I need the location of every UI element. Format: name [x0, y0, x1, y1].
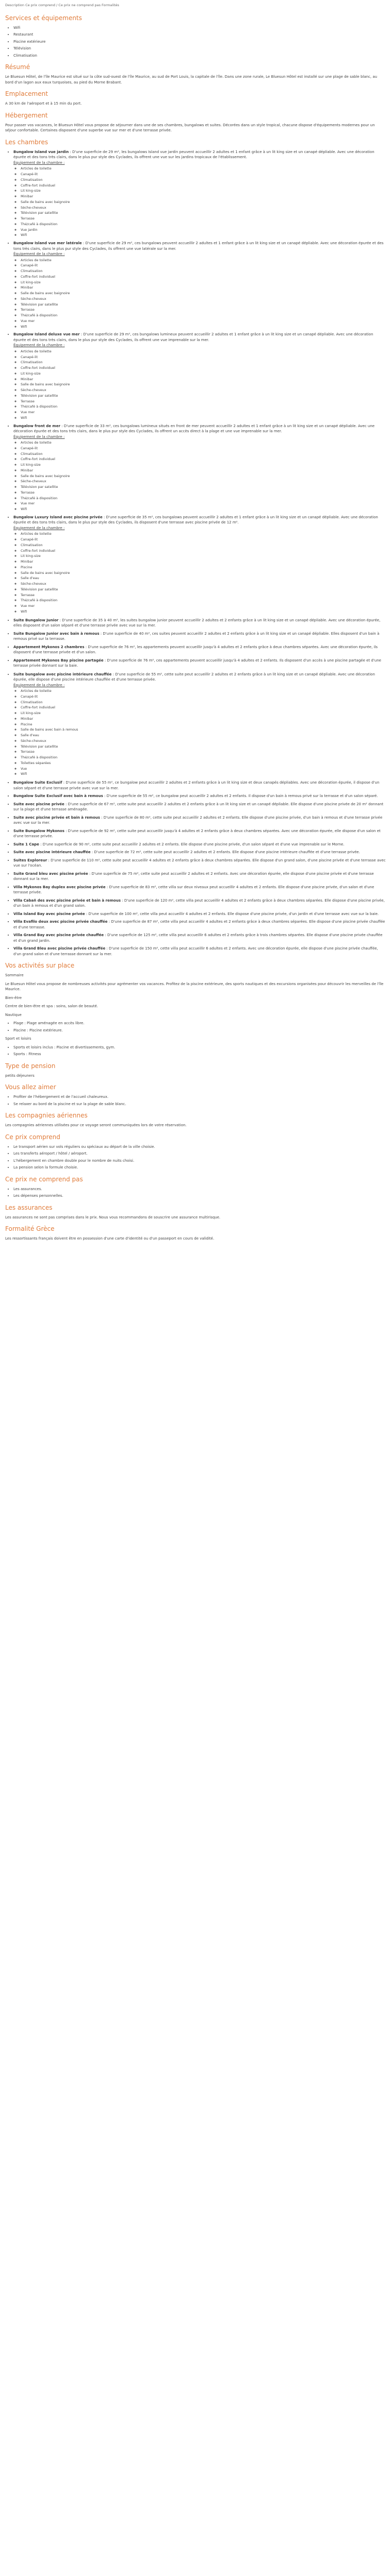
- room-item: [13, 332, 386, 420]
- room-desc: : D'une superficie de 72 m², cette suite peut accueillir 2 adultes et 2 enfants. Elle dispose d'une piscine intérieure chauffée et d'une terrasse privée.: [90, 850, 360, 854]
- resume-text: Le Bluesun Hôtel, de l'île Maurice est situé sur la côte sud-ouest de l'île Maurice, au sud de Port Louis, la capitale de l'île. Dans une zone rurale, Le Bluesun Hôtel est installé sur une plage de sable blanc, au bord d'un lagon aux eaux turquoises, au pied du Morne Brabant.: [5, 75, 378, 84]
- equipment-item: ◦ Salle de bains avec bain à remous: [21, 727, 386, 733]
- equipment-item: ◦ Thé/café à disposition: [21, 222, 386, 227]
- equipment-item: ◦ Articles de toilette: [21, 440, 386, 446]
- rooms-list: [5, 149, 386, 615]
- equipment-item: ◦ Terrasse: [21, 216, 386, 222]
- equipment-item: ◦ Climatisation: [21, 178, 386, 183]
- equipment-item: ◦ Canapé-lit: [21, 537, 386, 543]
- room-name: Suite avec piscine privée et bain à remous: [13, 815, 100, 820]
- room-name: Bungalow front de mer: [13, 423, 60, 428]
- hebergement-title: Hébergement: [5, 111, 48, 119]
- room-desc: : D'une superficie de 76 m², ces appartements peuvent accueillir jusqu'à 4 adultes et 2 enfants. Ils disposent d'un accès à une piscine partagée et d'une terrasse privée donnant sur la baie.: [13, 658, 381, 668]
- equipment-item: ◦ Salle de bains avec baignoire: [21, 291, 386, 296]
- room-item: [13, 241, 386, 329]
- equipment-item: ◦ Vue mer: [21, 410, 386, 415]
- room-name: Bungalow Suite Exclusif: [13, 781, 62, 785]
- room-desc: : D'une superficie de 35 m², ces bungalows peuvent accueillir 2 adultes et 1 enfant grâce à un lit king size et un canapé dépliable. Avec une décoration épurée et des tons très clairs, dans le plus pur style des Cyclades, ils disposent d'une terrasse avec piscine privée de 12 m².: [13, 515, 378, 525]
- room-desc: : D'une superficie de 67 m², cette suite peut accueillir 2 adultes et 2 enfants grâce à un lit king size et un canapé dépliable. Elle dispose d'une piscine privée de 20 m² donnant sur la plage et d'une terrasse aménagée.: [13, 802, 384, 811]
- pension-title: Type de pension: [5, 1062, 56, 1070]
- vous-allez-title: Vous allez aimer: [5, 1083, 56, 1091]
- room-item: [13, 793, 386, 799]
- service-item: • Télévision: [13, 46, 386, 52]
- vous-allez-item: • Profiter de l'hébergement et de l'accueil chaleureux.: [13, 1094, 386, 1100]
- room-desc: : D'une superficie de 75 m², cette suite peut accueillir 2 adultes et 2 enfants. Avec une décoration épurée, elle dispose d'une piscine privée et d'une terrasse donnant sur la mer.: [13, 871, 374, 881]
- equipment-label: Équipement de la chambre :: [13, 434, 65, 439]
- room-item: [13, 672, 386, 777]
- room-item: [13, 618, 386, 629]
- equipment-item: ◦ Lit king-size: [21, 554, 386, 559]
- equipment-item: ◦ Thé/café à disposition: [21, 404, 386, 410]
- equipment-item: ◦ Coffre-fort individuel: [21, 549, 386, 554]
- room-name: Appartement Mykonos 2 chambres: [13, 645, 85, 649]
- equipment-item: ◦ Articles de toilette: [21, 166, 386, 172]
- equipment-item: ◦ Télévision par satellite: [21, 211, 386, 216]
- room-name: Suite bungalow avec piscine intérieure chauffée: [13, 672, 112, 676]
- equipment-item: ◦ Vue mer: [21, 501, 386, 506]
- equipment-item: ◦ Articles de toilette: [21, 532, 386, 537]
- equipment-item: ◦ Coffre-fort individuel: [21, 705, 386, 710]
- equipment-item: ◦ Coffre-fort individuel: [21, 275, 386, 280]
- resume-title: Résumé: [5, 63, 30, 71]
- equipment-list: [13, 440, 386, 512]
- prix-comprend-item: • Les transferts aéroport / hôtel / aéroport.: [13, 1151, 386, 1157]
- room-desc: : D'une superficie de 80 m², cette suite peut accueillir 2 adultes et 2 enfants. Elle dispose d'une piscine privée, d'un bain à remous et d'une terrasse privée avec vue sur la mer.: [13, 815, 383, 825]
- prix-comprend-item: • La pension selon la formule choisie.: [13, 1165, 386, 1171]
- equipment-item: ◦ Minibar: [21, 194, 386, 199]
- prix-comprend-title: Ce prix comprend: [5, 1133, 60, 1141]
- equipment-item: ◦ Vue mer: [21, 604, 386, 609]
- equipment-item: ◦ Lit king-size: [21, 371, 386, 377]
- equipment-item: ◦ Wifi: [21, 772, 386, 777]
- equipment-item: ◦ Sèche-cheveux: [21, 479, 386, 484]
- equipment-item: ◦ Climatisation: [21, 700, 386, 705]
- prix-ne-comprend-list: [5, 1187, 386, 1199]
- equipment-item: ◦ Télévision par satellite: [21, 587, 386, 592]
- emplacement-title: Emplacement: [5, 90, 48, 98]
- equipment-item: ◦ Minibar: [21, 377, 386, 382]
- equipment-label: Équipement de la chambre :: [13, 252, 65, 256]
- nautique-item: • Plage : Plage aménagée en accès libre.: [13, 1021, 386, 1026]
- equipment-label: Équipement de la chambre :: [13, 526, 65, 530]
- equipment-item: ◦ Lit king-size: [21, 280, 386, 285]
- room-name: Villa Grand Bleu avec piscine privée chauffée: [13, 946, 106, 951]
- room-desc: : D'une superficie de 83 m², cette villa sur deux niveaux peut accueillir 4 adultes et 2 enfants. Elle dispose d'une piscine privée, d'un salon et d'une terrasse privée.: [13, 885, 374, 894]
- nautique-title: Nautique: [5, 1012, 22, 1017]
- service-item: • Piscine extérieure: [13, 39, 386, 45]
- room-name: Bungalow Luxury Island avec piscine privée: [13, 515, 103, 519]
- room-desc: : D'une superficie de 40 m², ces suites peuvent accueillir 2 adultes et 2 enfants grâce à un lit king size et un canapé dépliable. Elles disposent d'un bain à remous privé sur la terrasse.: [13, 631, 380, 641]
- equipment-item: ◦ Terrasse: [21, 308, 386, 313]
- equipment-item: ◦ Lit king-size: [21, 189, 386, 194]
- equipment-item: ◦ Coffre-fort individuel: [21, 457, 386, 462]
- equipment-item: ◦ Salle d'eau: [21, 733, 386, 738]
- pension-text: petits déjeuners: [5, 1073, 35, 1078]
- room-name: Suite avec piscine intérieure chauffée: [13, 850, 91, 854]
- prix-comprend-list: [5, 1144, 386, 1171]
- equipment-item: ◦ Sèche-cheveux: [21, 582, 386, 587]
- assurances-text: Les assurances ne sont pas comprises dans le prix. Nous vous recommandons de souscrire une assurance multirisque.: [5, 1215, 221, 1219]
- room-desc: : D'une superficie de 100 m², cette villa peut accueillir 4 adultes et 2 enfants. Elle dispose d'une piscine privée, d'un jardin et d'une terrasse avec vue sur la baie.: [85, 911, 379, 916]
- room-name: Villa Evafilo deux avec piscine privée chauffée: [13, 920, 108, 924]
- equipment-item: ◦ Canapé-lit: [21, 263, 386, 268]
- room-item: [13, 933, 386, 943]
- room-desc: : D'une superficie de 110 m², cette suite peut accueillir 4 adultes et 2 enfants grâce à deux chambres séparées. Elle dispose d'un grand salon, d'une piscine privée et d'une terrasse avec vue sur l'océan.: [13, 858, 386, 868]
- equipment-item: ◦ Sèche-cheveux: [21, 297, 386, 302]
- assurances-title: Les assurances: [5, 1204, 53, 1211]
- services-title: Services et équipements: [5, 14, 82, 22]
- room-desc: : D'une superficie de 92 m², cette suite peut accueillir jusqu'à 4 adultes et 2 enfants grâce à deux chambres séparées. Avec une décoration épurée, elle dispose d'un salon et d'une terrasse privée.: [13, 828, 381, 838]
- emplacement-text: A 30 km de l'aéroport et à 15 min du port.: [5, 101, 82, 106]
- compagnies-text: Les compagnies aériennes utilisées pour ce voyage seront communiquées lors de votre réservation.: [5, 1123, 187, 1127]
- room-desc: : D'une superficie de 125 m², cette villa peut accueillir 6 adultes et 2 enfants grâce à trois chambres séparées. Elle dispose d'une piscine privée chauffée et d'un grand jardin.: [13, 933, 383, 943]
- equipment-label: Équipement de la chambre :: [13, 343, 65, 348]
- service-item: • Climatisation: [13, 53, 386, 59]
- room-item: [13, 919, 386, 930]
- room-name: Suite Bungalow Junior avec bain à remous: [13, 631, 100, 636]
- equipment-item: ◦ Lit king-size: [21, 463, 386, 468]
- room-desc: : D'une superficie de 55 m², ce bungalow peut accueillir 2 adultes et 2 enfants. Il dispose d'un bain à remous privé sur la terrasse et d'un salon séparé.: [103, 794, 378, 798]
- room-name: Villa Cabañ des avec piscine privée et bain à remous: [13, 898, 121, 903]
- equipment-item: ◦ Salle de bains avec baignoire: [21, 571, 386, 576]
- equipment-item: ◦ Salle de bains avec baignoire: [21, 474, 386, 479]
- room-item: [13, 780, 386, 791]
- sport-list: [5, 1045, 386, 1057]
- room-desc: : D'une superficie de 35 à 40 m², les suites bungalow junior peuvent accueillir 2 adultes et 2 enfants grâce à un lit king size et un canapé dépliable. Avec une décoration épurée, elles disposent d'un salon séparé et d'une terrasse privée avec vue sur la mer.: [13, 618, 381, 628]
- room-item: [13, 828, 386, 839]
- nautique-item: • Piscine : Piscine extérieure.: [13, 1028, 386, 1033]
- room-item: [13, 423, 386, 512]
- equipment-item: ◦ Canapé-lit: [21, 355, 386, 360]
- room-name: Suites Exploreur: [13, 858, 47, 862]
- equipment-item: ◦ Salle de bains avec baignoire: [21, 382, 386, 387]
- equipment-item: ◦ Toilettes séparées: [21, 761, 386, 766]
- equipment-item: ◦ Salle d'eau: [21, 576, 386, 581]
- equipment-item: ◦ Articles de toilette: [21, 349, 386, 354]
- equipment-item: ◦ Télévision par satellite: [21, 744, 386, 750]
- room-item: [13, 858, 386, 869]
- room-name: Appartement Mykonos Bay piscine partagée: [13, 658, 104, 663]
- equipment-item: ◦ Coffre-fort individuel: [21, 366, 386, 371]
- equipment-item: ◦ Terrasse: [21, 490, 386, 496]
- room-desc: : D'une superficie de 120 m², cette villa peut accueillir 4 adultes et 2 enfants grâce à deux chambres séparées. Elle dispose d'une piscine privée, d'un bain à remous et d'un grand salon.: [13, 898, 385, 908]
- equipment-item: ◦ Canapé-lit: [21, 172, 386, 177]
- room-item: [13, 850, 386, 855]
- equipment-item: ◦ Thé/café à disposition: [21, 598, 386, 603]
- equipment-label: Équipement de la chambre :: [13, 160, 65, 165]
- sport-title: Sport et loisirs: [5, 1037, 31, 1041]
- sport-item: • Sports et loisirs inclus : Piscine et divertissements, gym.: [13, 1045, 386, 1050]
- services-list: [5, 25, 386, 59]
- equipment-item: ◦ Lit king-size: [21, 711, 386, 716]
- categories-list: [5, 618, 386, 669]
- room-desc: : D'une superficie de 55 m², cette suite peut accueillir 2 adultes et 2 enfants grâce à un lit king size et un canapé dépliable. Avec une décoration épurée, elle dispose d'une piscine intérieure chauffée et d'une terrasse privée.: [13, 672, 375, 682]
- equipment-item: ◦ Wifi: [21, 233, 386, 238]
- equipment-item: ◦ Wifi: [21, 609, 386, 615]
- equipment-item: ◦ Climatisation: [21, 360, 386, 365]
- room-desc: : D'une superficie de 55 m², ce bungalow peut accueillir 2 adultes et 2 enfants grâce à un lit king size et deux canapés dépliables. Avec une décoration épurée, il dispose d'un salon séparé et d'une terrasse privée avec vue sur la mer.: [13, 781, 380, 790]
- equipment-list: [13, 532, 386, 614]
- equipment-item: ◦ Sèche-cheveux: [21, 739, 386, 744]
- bien-etre-title: Bien-être: [5, 995, 22, 1000]
- activites-sommaire: Sommaire: [5, 973, 24, 977]
- room-name: Bungalow Island vue jardin: [13, 149, 69, 154]
- room-desc: : D'une superficie de 29 m², ces bungalows lumineux peuvent accueillir 2 adultes et 1 enfant grâce à un lit king size et un canapé dépliable. Avec une décoration épurée et des tons très clairs, dans le plus pur style des Cyclades, ils offrent une vue imprenable sur la mer.: [13, 332, 373, 342]
- equipment-item: ◦ Télévision par satellite: [21, 394, 386, 399]
- equipment-item: ◦ Canapé-lit: [21, 694, 386, 700]
- room-name: Bungalow Island vue mer latérale: [13, 241, 82, 245]
- room-name: Suite Bungalow Mykonos: [13, 828, 64, 833]
- room-name: Suite avec piscine privée: [13, 802, 64, 806]
- room-item: [13, 842, 386, 848]
- activites-text: Le Bluesun Hôtel vous propose de nombreuses activités pour agrémenter vos vacances. Profitez de la piscine extérieure, des sports nautiques et des excursions organisées pour découvrir les merveilles de l'île Maurice.: [5, 981, 384, 991]
- equipment-item: ◦ Piscine: [21, 722, 386, 727]
- prix-ne-comprend-item: • Les dépenses personnelles.: [13, 1193, 386, 1199]
- compagnies-title: Les compagnies aériennes: [5, 1112, 88, 1119]
- prix-ne-comprend-title: Ce prix ne comprend pas: [5, 1175, 83, 1183]
- formalites-text: Les ressortissants français doivent être en possession d'une carte d'identité ou d'un passeport en cours de validité.: [5, 1236, 215, 1241]
- sport-item: • Sports : Fitness: [13, 1052, 386, 1057]
- prix-comprend-item: • Le transport aérien sur vols réguliers ou spéciaux au départ de la ville choisie.: [13, 1144, 386, 1150]
- equipment-item: ◦ Climatisation: [21, 452, 386, 457]
- equipment-item: ◦ Minibar: [21, 285, 386, 291]
- room-desc: : D'une superficie de 150 m², cette villa peut accueillir 6 adultes et 2 enfants. Avec une décoration épurée, elle dispose d'une piscine privée chauffée, d'un grand salon et d'une terrasse donnant sur la mer.: [13, 946, 378, 956]
- equipment-item: ◦ Thé/café à disposition: [21, 755, 386, 760]
- nautique-list: [5, 1021, 386, 1033]
- equipment-item: ◦ Piscine: [21, 565, 386, 570]
- equipment-label: Équipement de la chambre :: [13, 683, 65, 687]
- equipment-item: ◦ Terrasse: [21, 750, 386, 755]
- room-item: [13, 645, 386, 655]
- room-item: [13, 911, 386, 917]
- equipment-item: ◦ Climatisation: [21, 269, 386, 274]
- room-name: Suite Bungalow Junior: [13, 618, 59, 622]
- room-name: Villa Mykonos Bay duplex avec piscine privée: [13, 885, 106, 889]
- equipment-item: ◦ Thé/café à disposition: [21, 496, 386, 501]
- service-item: • Restaurant: [13, 32, 386, 38]
- room-item: [13, 898, 386, 909]
- equipment-item: ◦ Canapé-lit: [21, 446, 386, 451]
- equipment-item: ◦ Vue mer: [21, 319, 386, 324]
- room-desc: : D'une superficie de 29 m², les bungalows Island vue jardin peuvent accueillir 2 adultes et 1 enfant grâce à un lit king size et un canapé dépliable. Avec une décoration épurée et des tons très clairs, dans le plus pur style des Cyclades, ils offrent une vue sur les jardins tropicaux de l'établissement.: [13, 149, 374, 160]
- room-name: Suite Grand bleu avec piscine privée: [13, 871, 88, 876]
- breadcrumb: Description Ce prix comprend / Ce prix ne comprend pas Formalités: [5, 3, 119, 7]
- equipment-item: ◦ Minibar: [21, 560, 386, 565]
- room-desc: : D'une superficie de 90 m², cette suite peut accueillir 2 adultes et 2 enfants. Elle dispose d'une piscine privée, d'un salon séparé et d'une vue imprenable sur le Morne.: [39, 842, 345, 846]
- vous-allez-list: [5, 1094, 386, 1107]
- equipment-item: ◦ Climatisation: [21, 543, 386, 548]
- more-rooms-list: [5, 780, 386, 957]
- prix-comprend-item: • L'hébergement en chambre double pour le nombre de nuits choisi.: [13, 1158, 386, 1164]
- room-item: [13, 885, 386, 895]
- equipment-item: ◦ Coffre-fort individuel: [21, 183, 386, 189]
- room-item: [13, 149, 386, 238]
- room-item: [13, 946, 386, 957]
- equipment-item: ◦ Minibar: [21, 468, 386, 473]
- equipment-item: ◦ Terrasse: [21, 593, 386, 598]
- equipment-list: [13, 689, 386, 777]
- formalites-title: Formalité Grèce: [5, 1225, 55, 1232]
- activites-title: Vos activités sur place: [5, 962, 75, 969]
- equipment-list: [13, 349, 386, 421]
- room-item: [13, 515, 386, 615]
- bien-etre-text: Centre de bien-être et spa : soins, salon de beauté.: [5, 1004, 98, 1008]
- room-name: Bungalow Suite Exclusif avec bain à remous: [13, 794, 103, 798]
- room-name: Villa Island Bay avec piscine privée: [13, 911, 85, 916]
- room-desc: : D'une superficie de 33 m², ces bungalows lumineux situés en front de mer peuvent accueillir 2 adultes et 1 enfant grâce à un lit king size et un canapé dépliable. Avec une décoration épurée et des tons très clairs, dans le plus pur style des Cyclades, ils offrent un accès direct à la plage et une vue imprenable sur la mer.: [13, 423, 375, 433]
- room-item: [13, 815, 386, 826]
- room-name: Bungalow Island deluxe vue mer: [13, 332, 80, 337]
- equipment-item: ◦ Terrasse: [21, 399, 386, 404]
- room-desc: : D'une superficie de 87 m², cette villa peut accueillir 4 adultes et 2 enfants grâce à deux chambres séparées. Elle dispose d'une piscine privée chauffée et d'une terrasse.: [13, 920, 385, 929]
- equipment-list: [13, 258, 386, 330]
- equipment-item: ◦ Sèche-cheveux: [21, 206, 386, 211]
- room-desc: : D'une superficie de 76 m², les appartements peuvent accueillir jusqu'à 4 adultes et 2 enfants grâce à deux chambres séparées. Avec une décoration épurée, ils disposent d'une terrasse privée et d'un salon.: [13, 645, 378, 654]
- equipment-item: ◦ Sèche-cheveux: [21, 388, 386, 393]
- chambres-title: Les chambres: [5, 138, 48, 146]
- room-item: [13, 631, 386, 642]
- equipment-list: [13, 166, 386, 238]
- equipment-item: ◦ Vue: [21, 767, 386, 772]
- page: [0, 0, 391, 1250]
- equipment-item: ◦ Wifi: [21, 325, 386, 330]
- service-item: • Wifi: [13, 25, 386, 31]
- equipment-item: ◦ Minibar: [21, 717, 386, 722]
- room-item: [13, 871, 386, 882]
- equipment-item: ◦ Wifi: [21, 507, 386, 512]
- room-item: [13, 658, 386, 669]
- equipment-item: ◦ Vue jardin: [21, 228, 386, 233]
- equipment-item: ◦ Télévision par satellite: [21, 485, 386, 490]
- room-desc: : D'une superficie de 29 m², ces bungalows peuvent accueillir 2 adultes et 1 enfant grâce à un lit king size et un canapé dépliable. Avec une décoration épurée et des tons très clairs, dans le plus pur style des Cyclades, ils offrent une vue latérale sur la mer.: [13, 241, 384, 251]
- vous-allez-item: • Se relaxer au bord de la piscine et sur la plage de sable blanc.: [13, 1101, 386, 1107]
- hebergement-text: Pour passer vos vacances, le Bluesun Hôtel vous propose de séjourner dans une de ses chambres, bungalows et suites. Décorées dans un style tropical, chacune dispose d'équipements modernes pour un séjour confortable. Certaines disposent d'une superbe vue sur mer et d'une terrasse privée.: [5, 123, 375, 133]
- equipment-item: ◦ Télévision par satellite: [21, 302, 386, 308]
- room-name: Villa Grand Bay avec piscine privée chauffée: [13, 933, 104, 937]
- equipment-item: ◦ Salle de bains avec baignoire: [21, 200, 386, 205]
- prix-ne-comprend-item: • Les assurances.: [13, 1187, 386, 1192]
- equipment-item: ◦ Wifi: [21, 416, 386, 421]
- equipment-item: ◦ Articles de toilette: [21, 689, 386, 694]
- room-name: Suite 1 Cape: [13, 842, 39, 846]
- equipment-item: ◦ Articles de toilette: [21, 258, 386, 263]
- sub-room-list: [5, 672, 386, 777]
- equipment-item: ◦ Thé/café à disposition: [21, 313, 386, 318]
- room-item: [13, 802, 386, 812]
